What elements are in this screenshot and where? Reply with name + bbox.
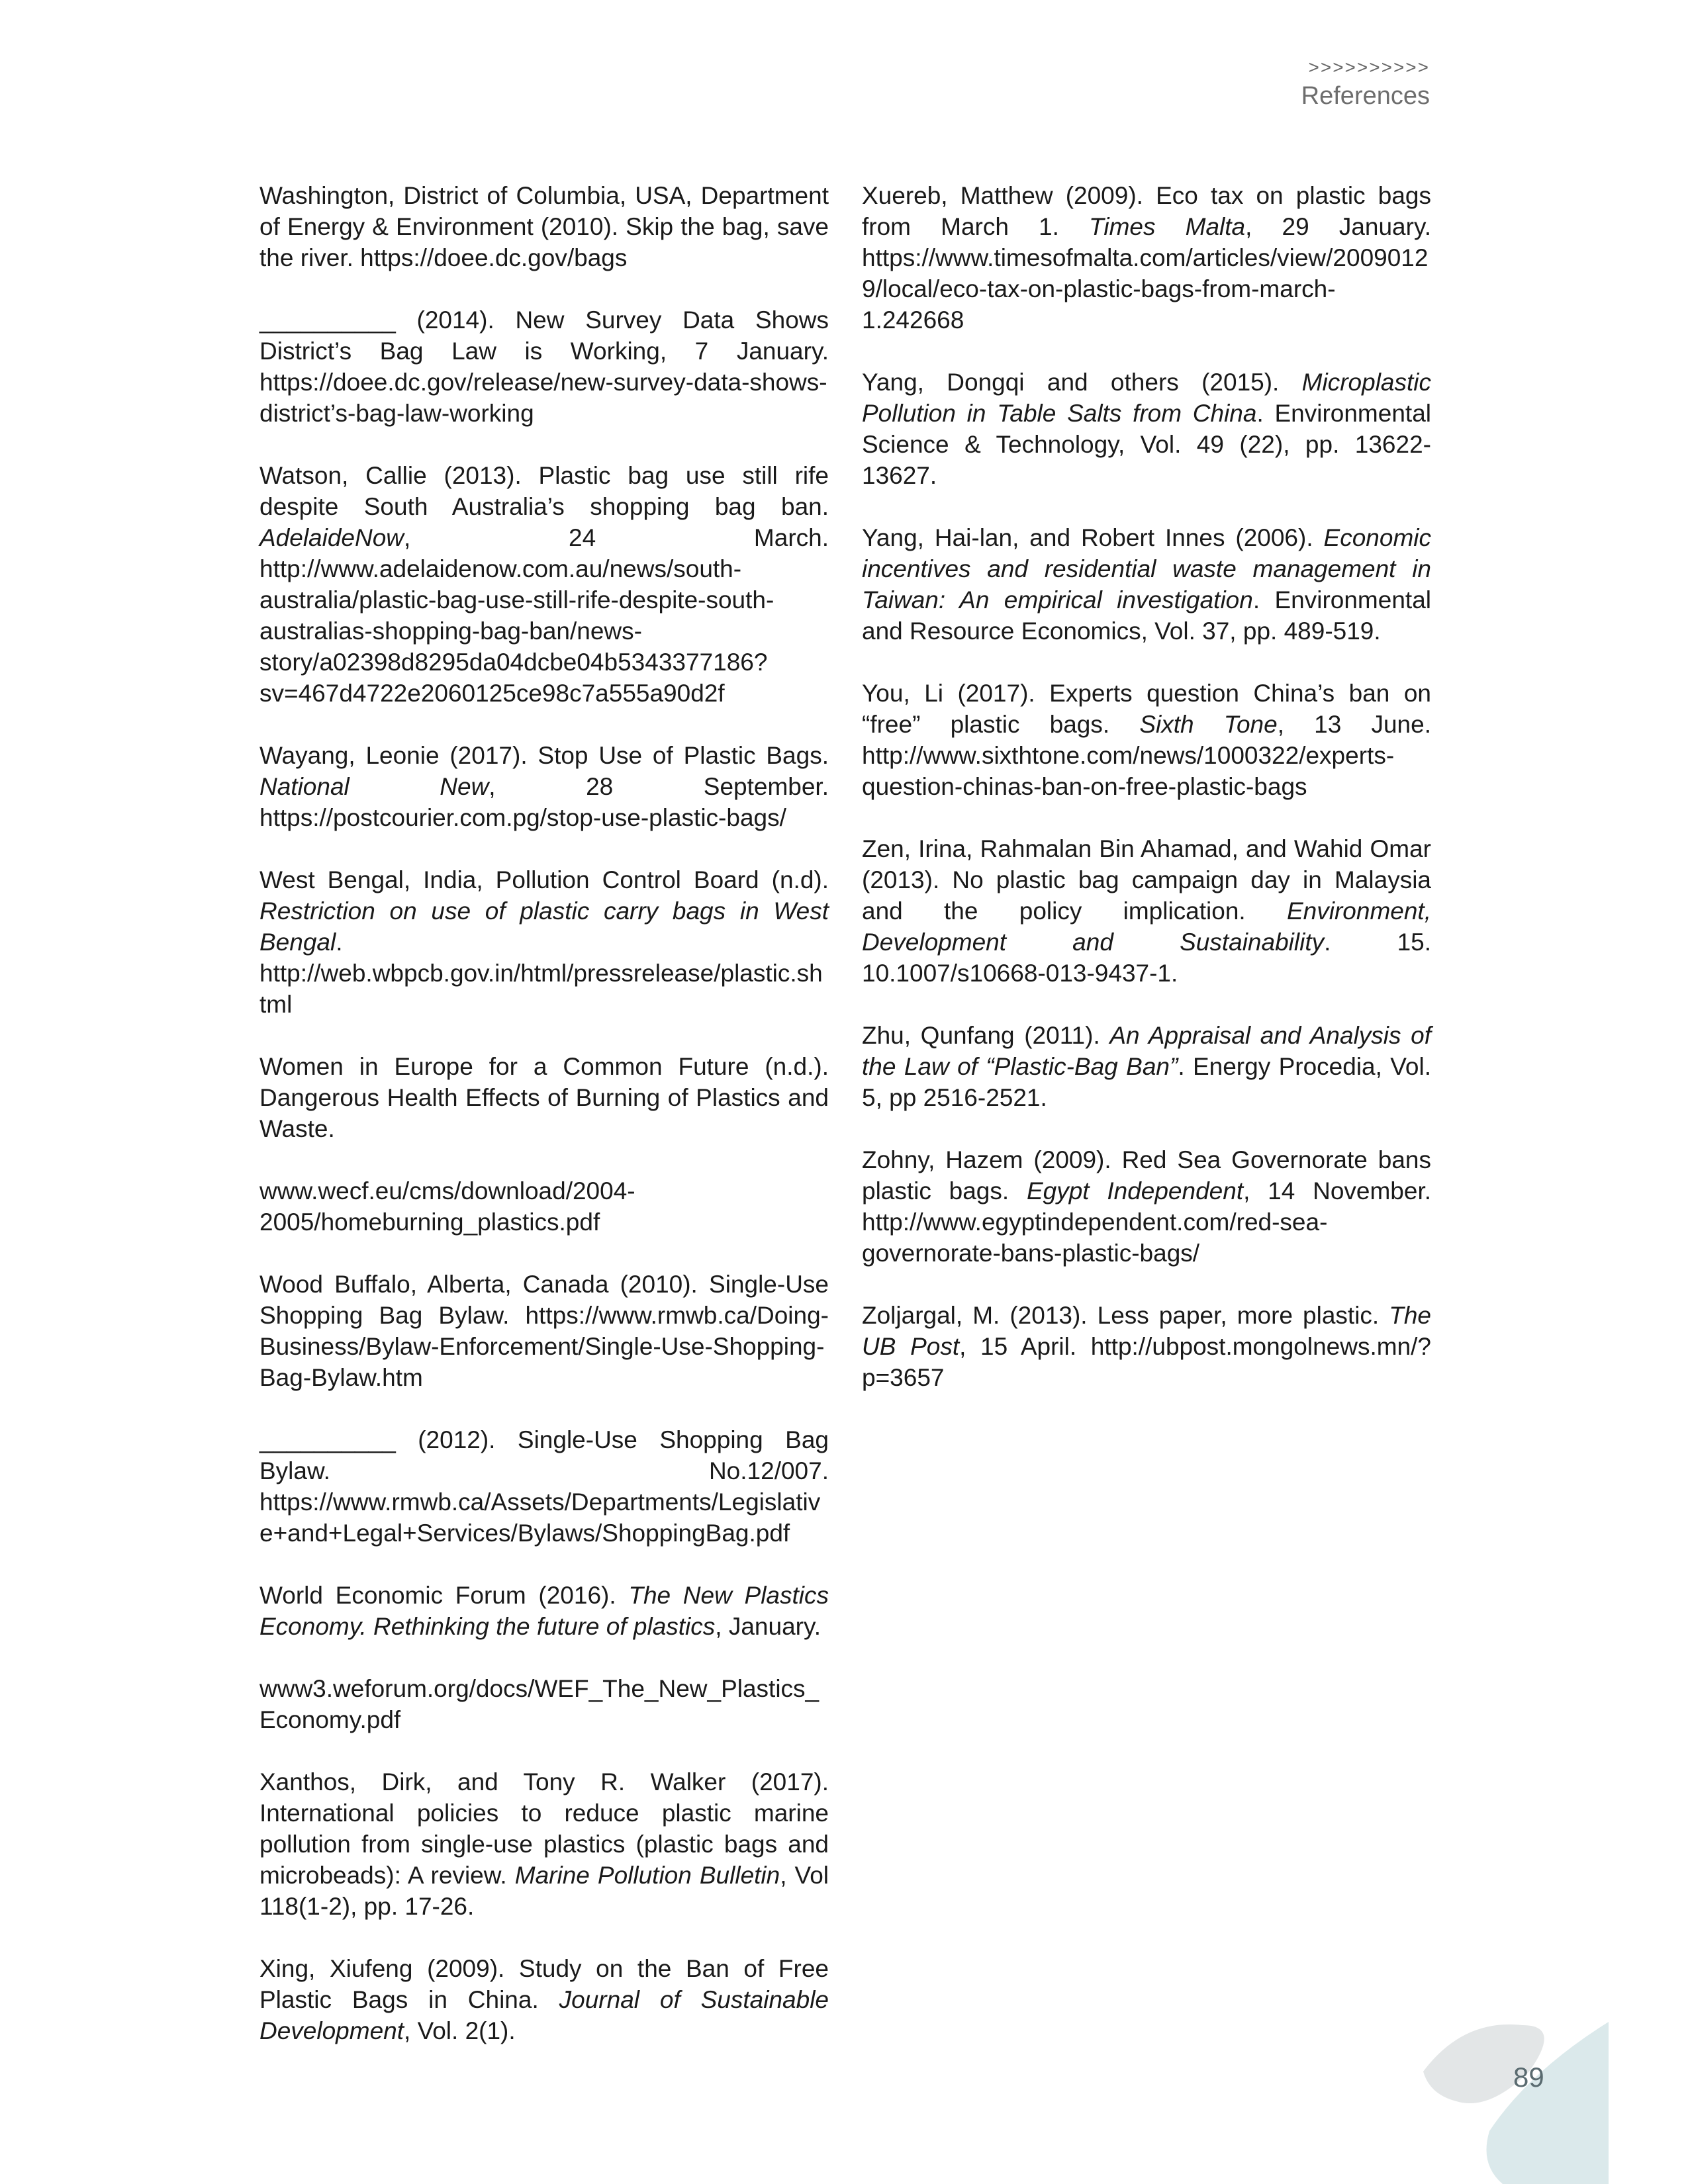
reference-entry (259, 1269, 829, 1393)
reference-entry (259, 1766, 829, 1922)
reference-italic-title: Restriction on use of plastic carry bags in West Bengal (259, 897, 829, 956)
reference-entry (259, 1580, 829, 1642)
reference-italic-title: AdelaideNow (259, 524, 404, 551)
header-section-title: References (1301, 82, 1430, 110)
reference-text: West Bengal, India, Pollution Control Board (n.d). (259, 866, 829, 893)
reference-text-continued: , 13 June. http://www.sixthtone.com/news/1000322/experts-question-chinas-ban-on-free-plastic-bags (862, 711, 1431, 800)
reference-entry (259, 460, 829, 709)
page-number: 89 (1513, 2062, 1544, 2093)
reference-text: Xanthos, Dirk, and Tony R. Walker (2017). International policies to reduce plastic marine pollution from single-use plastics (plastic bags and microbeads): A review. (259, 1768, 829, 1889)
reference-entry (259, 1953, 829, 2046)
reference-text: Zen, Irina, Rahmalan Bin Ahamad, and Wahid Omar (2013). No plastic bag campaign day in Malaysia and the policy implication. (862, 835, 1431, 925)
reference-text: Xing, Xiufeng (2009). Study on the Ban of Free Plastic Bags in China. (259, 1955, 829, 2013)
reference-entry (862, 180, 1431, 336)
reference-entry (259, 1175, 829, 1238)
reference-text: Xuereb, Matthew (2009). Eco tax on plastic bags from March 1. (862, 182, 1431, 240)
header-arrows: >>>>>>>>>> (1308, 57, 1430, 77)
reference-italic-title: Times Malta (1089, 213, 1246, 240)
references-left-column (259, 180, 829, 2077)
reference-entry (862, 522, 1431, 647)
reference-italic-title: An Appraisal and Analysis of the Law of “Plastic-Bag Ban” (862, 1022, 1431, 1080)
reference-entry (259, 740, 829, 833)
reference-entry (862, 1300, 1431, 1393)
reference-entry (259, 1673, 829, 1735)
reference-text-continued: . 15. 10.1007/s10668-013-9437-1. (862, 929, 1431, 987)
reference-italic-title: Journal of Sustainable Development (259, 1986, 829, 2044)
reference-text: Yang, Hai-lan, and Robert Innes (2006). (862, 524, 1324, 551)
reference-italic-title: Sixth Tone (1139, 711, 1278, 738)
reference-italic-title: Economic incentives and residential waste management in Taiwan: An empirical investigation (862, 524, 1431, 614)
reference-text: Yang, Dongqi and others (2015). (862, 369, 1302, 396)
reference-italic-title: National New (259, 773, 489, 800)
reference-text: Wood Buffalo, Alberta, Canada (2010). Single-Use Shopping Bag Bylaw. https://www.rmwb.ca/Doing-Business/Bylaw-Enforcement/Single-Use-Shopping-Bag-Bylaw.htm (259, 1271, 829, 1391)
reference-italic-title: Microplastic Pollution in Table Salts from China (862, 369, 1431, 427)
reference-text: Zoljargal, M. (2013). Less paper, more plastic. (862, 1302, 1389, 1329)
reference-text: World Economic Forum (2016). (259, 1582, 629, 1609)
reference-italic-title: The UB Post (862, 1302, 1431, 1360)
reference-italic-title: The New Plastics Economy. Rethinking the future of plastics (259, 1582, 829, 1640)
reference-text-continued: . Environmental and Resource Economics, Vol. 37, pp. 489-519. (862, 586, 1431, 645)
reference-text: Washington, District of Columbia, USA, Department of Energy & Environment (2010). Skip the bag, save the river. https://doee.dc.gov/bags (259, 182, 829, 271)
reference-entry (862, 678, 1431, 802)
reference-italic-title: Environment, Development and Sustainability (862, 897, 1431, 956)
reference-text-continued: , 15 April. http://ubpost.mongolnews.mn/?p=3657 (862, 1333, 1431, 1391)
reference-entry (862, 1020, 1431, 1113)
reference-entry (259, 1424, 829, 1549)
reference-text-continued: , Vol. 2(1). (404, 2017, 516, 2044)
reference-text: Watson, Callie (2013). Plastic bag use still rife despite South Australia’s shopping bag ban. (259, 462, 829, 520)
reference-text-continued: , 28 September. https://postcourier.com.pg/stop-use-plastic-bags/ (259, 773, 829, 831)
reference-text: Women in Europe for a Common Future (n.d.). Dangerous Health Effects of Burning of Plastics and Waste. (259, 1053, 829, 1142)
reference-text: www3.weforum.org/docs/WEF_The_New_Plastics_Economy.pdf (259, 1675, 820, 1733)
running-header (1301, 56, 1430, 113)
reference-text: Wayang, Leonie (2017). Stop Use of Plastic Bags. (259, 742, 829, 769)
reference-text: Zohny, Hazem (2009). Red Sea Governorate bans plastic bags. (862, 1146, 1431, 1205)
reference-entry (259, 304, 829, 429)
reference-text-continued: . Environmental Science & Technology, Vol. 49 (22), pp. 13622-13627. (862, 400, 1431, 489)
reference-entry (862, 833, 1431, 989)
reference-entry (259, 180, 829, 273)
reference-text-continued: , 24 March. http://www.adelaidenow.com.au/news/south-australia/plastic-bag-use-still-rife-despite-south-australias-shopping-bag-ban/news-story/a02398d8295da04dcbe04b5343377186?sv=467d4722e2060125ce98c7a555a90d2f (259, 524, 829, 707)
references-right-column (862, 180, 1431, 1424)
reference-text-continued: , Vol 118(1-2), pp. 17-26. (259, 1862, 829, 1920)
reference-text-continued: . http://web.wbpcb.gov.in/html/pressrelease/plastic.shtml (259, 929, 823, 1018)
reference-text-continued: , 14 November. http://www.egyptindependent.com/red-sea-governorate-bans-plastic-bags/ (862, 1177, 1432, 1267)
reference-text: www.wecf.eu/cms/download/2004-2005/homeburning_plastics.pdf (259, 1177, 635, 1236)
reference-entry (862, 367, 1431, 491)
reference-text: Zhu, Qunfang (2011). (862, 1022, 1110, 1049)
reference-entry (259, 1051, 829, 1144)
reference-entry (862, 1144, 1431, 1269)
reference-italic-title: Marine Pollution Bulletin (514, 1862, 780, 1889)
reference-text: You, Li (2017). Experts question China’s ban on “free” plastic bags. (862, 680, 1431, 738)
reference-text-continued: , January. (715, 1613, 821, 1640)
reference-text: __________ (2014). New Survey Data Shows District’s Bag Law is Working, 7 January. https://doee.dc.gov/release/new-survey-data-shows-district’s-bag-law-working (259, 306, 829, 427)
reference-italic-title: Egypt Independent (1026, 1177, 1244, 1205)
reference-entry (259, 864, 829, 1020)
reference-text-continued: , 29 January. https://www.timesofmalta.com/articles/view/20090129/local/eco-tax-on-plastic-bags-from-march-1.242668 (862, 213, 1431, 334)
reference-text: __________ (2012). Single-Use Shopping Bag Bylaw. No.12/007. https://www.rmwb.ca/Assets/Departments/Legislative+and+Legal+Services/Bylaws/ShoppingBag.pdf (259, 1426, 829, 1547)
reference-text-continued: . Energy Procedia, Vol. 5, pp 2516-2521. (862, 1053, 1431, 1111)
